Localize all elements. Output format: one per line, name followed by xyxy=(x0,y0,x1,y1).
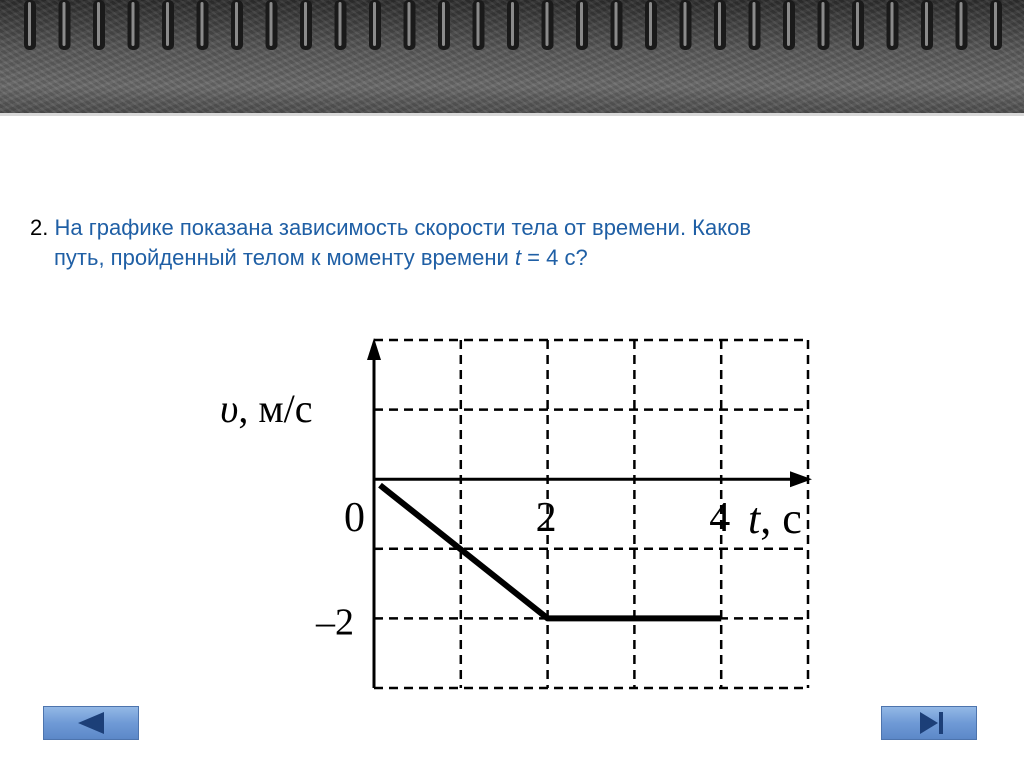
spiral-ring-highlight xyxy=(201,2,204,46)
y-axis-label xyxy=(220,386,313,431)
spiral-ring-highlight xyxy=(408,2,411,46)
question-text-line2-a: путь, пройденный телом к моменту времени xyxy=(54,245,515,270)
x-axis-label-var: t xyxy=(748,494,761,544)
spiral-ring-highlight xyxy=(615,2,618,46)
spiral-ring-highlight xyxy=(511,2,514,46)
spiral-ring-highlight xyxy=(166,2,169,46)
spiral-ring-highlight xyxy=(373,2,376,46)
spiral-rings xyxy=(0,0,1024,60)
spiral-ring-highlight xyxy=(442,2,445,46)
question-text xyxy=(30,213,990,273)
spiral-ring-highlight xyxy=(822,2,825,46)
spiral-ring-highlight xyxy=(235,2,238,46)
question-line-2 xyxy=(30,243,990,273)
x-axis-label xyxy=(748,494,802,543)
spiral-ring-highlight xyxy=(270,2,273,46)
spiral-ring-highlight xyxy=(649,2,652,46)
velocity-time-chart xyxy=(220,320,830,700)
x-tick-label: 4 xyxy=(709,495,731,542)
spiral-ring-highlight xyxy=(339,2,342,46)
spiral-ring-highlight xyxy=(580,2,583,46)
spiral-ring-highlight xyxy=(546,2,549,46)
spiral-ring-highlight xyxy=(132,2,135,46)
spiral-ring-highlight xyxy=(63,2,66,46)
chart-grid xyxy=(374,340,808,688)
spiral-ring-highlight xyxy=(960,2,963,46)
y-axis-label-unit: , м/с xyxy=(238,386,313,431)
prev-slide-button[interactable] xyxy=(43,706,139,740)
question-text-line1: На графике показана зависимость скорости тела от времени. Каков xyxy=(54,215,752,240)
y-axis-arrow xyxy=(367,338,381,360)
spiral-ring-highlight xyxy=(925,2,928,46)
spiral-ring-highlight xyxy=(753,2,756,46)
triangle-left-icon xyxy=(44,707,138,739)
spiral-ring-highlight xyxy=(994,2,997,46)
question-time-variable: t xyxy=(514,245,522,270)
question-number: 2. xyxy=(30,215,49,240)
x-axis-label-unit: , с xyxy=(760,494,802,544)
skip-forward-icon xyxy=(882,707,976,739)
y-tick-label: –2 xyxy=(316,601,354,644)
spiral-ring-highlight xyxy=(304,2,307,46)
x-tick-label: 2 xyxy=(535,495,557,542)
spiral-ring-highlight xyxy=(684,2,687,46)
y-axis-label-var: υ xyxy=(220,386,239,431)
notebook-header xyxy=(0,0,1024,116)
x-tick-label: 0 xyxy=(344,495,365,542)
spiral-ring-highlight xyxy=(97,2,100,46)
next-slide-button[interactable] xyxy=(881,706,977,740)
question-line-1 xyxy=(30,213,990,243)
spiral-ring-highlight xyxy=(891,2,894,46)
spiral-ring-highlight xyxy=(28,2,31,46)
spiral-ring-highlight xyxy=(856,2,859,46)
spiral-ring-highlight xyxy=(718,2,721,46)
spiral-ring-highlight xyxy=(787,2,790,46)
spiral-ring-highlight xyxy=(477,2,480,46)
question-text-line2-b: = 4 с? xyxy=(521,245,588,270)
x-axis-arrow xyxy=(790,471,812,487)
